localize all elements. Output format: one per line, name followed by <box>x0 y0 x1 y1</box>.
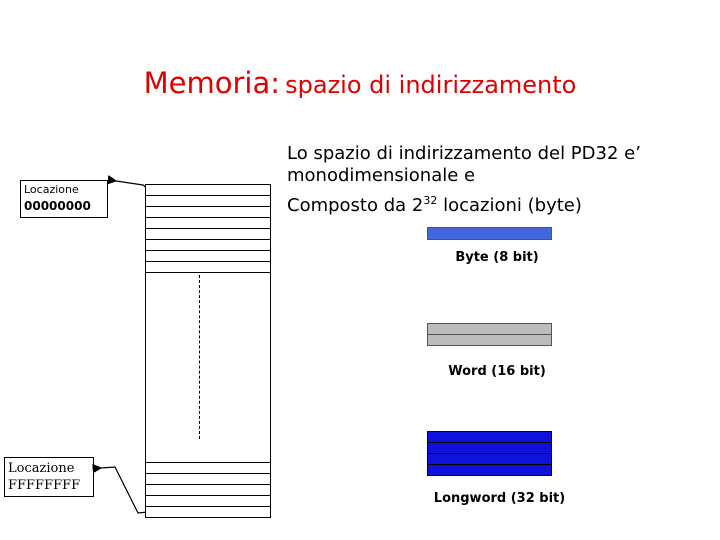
memory-cell <box>146 507 270 518</box>
memory-cell <box>146 207 270 218</box>
description-prefix: Composto da 2 <box>287 195 424 216</box>
byte-caption: Byte (8 bit) <box>455 250 539 265</box>
longword-byte-cell <box>427 464 552 476</box>
memory-cell <box>146 496 270 507</box>
memory-middle-gap <box>145 269 271 462</box>
memory-cell <box>146 185 270 196</box>
memory-cell <box>146 196 270 207</box>
longword-caption: Longword (32 bit) <box>433 491 566 506</box>
word-byte-cell <box>427 334 552 346</box>
memory-cell <box>146 251 270 262</box>
memory-cell <box>146 485 270 496</box>
longword-bar <box>427 431 552 479</box>
title-subtitle: spazio di indirizzamento <box>285 71 577 99</box>
byte-bar <box>427 227 552 240</box>
title-main: Memoria: <box>143 66 281 100</box>
memory-cell <box>146 240 270 251</box>
arrow-to-first-location <box>116 181 148 189</box>
memory-top-block <box>145 184 271 273</box>
description-suffix: locazioni (byte) <box>437 195 582 216</box>
memory-cell <box>146 463 270 474</box>
label-last-word: Locazione <box>8 461 75 476</box>
memory-bottom-block <box>145 462 271 518</box>
memory-cell <box>146 474 270 485</box>
label-last-address: FFFFFFFF <box>8 478 81 493</box>
word-caption: Word (16 bit) <box>448 364 546 379</box>
label-first-address: 00000000 <box>24 199 91 213</box>
description-line-1: Lo spazio di indirizzamento del PD32 e’ <box>287 143 641 164</box>
description-exponent: 32 <box>423 194 438 207</box>
description-line-2: monodimensionale e <box>287 165 476 186</box>
word-bar <box>427 323 552 347</box>
memory-cell <box>146 229 270 240</box>
label-first-word: Locazione <box>24 183 79 196</box>
memory-cell <box>146 218 270 229</box>
arrow-to-last-location <box>101 467 148 513</box>
memory-gap-dashed-line <box>199 275 200 439</box>
